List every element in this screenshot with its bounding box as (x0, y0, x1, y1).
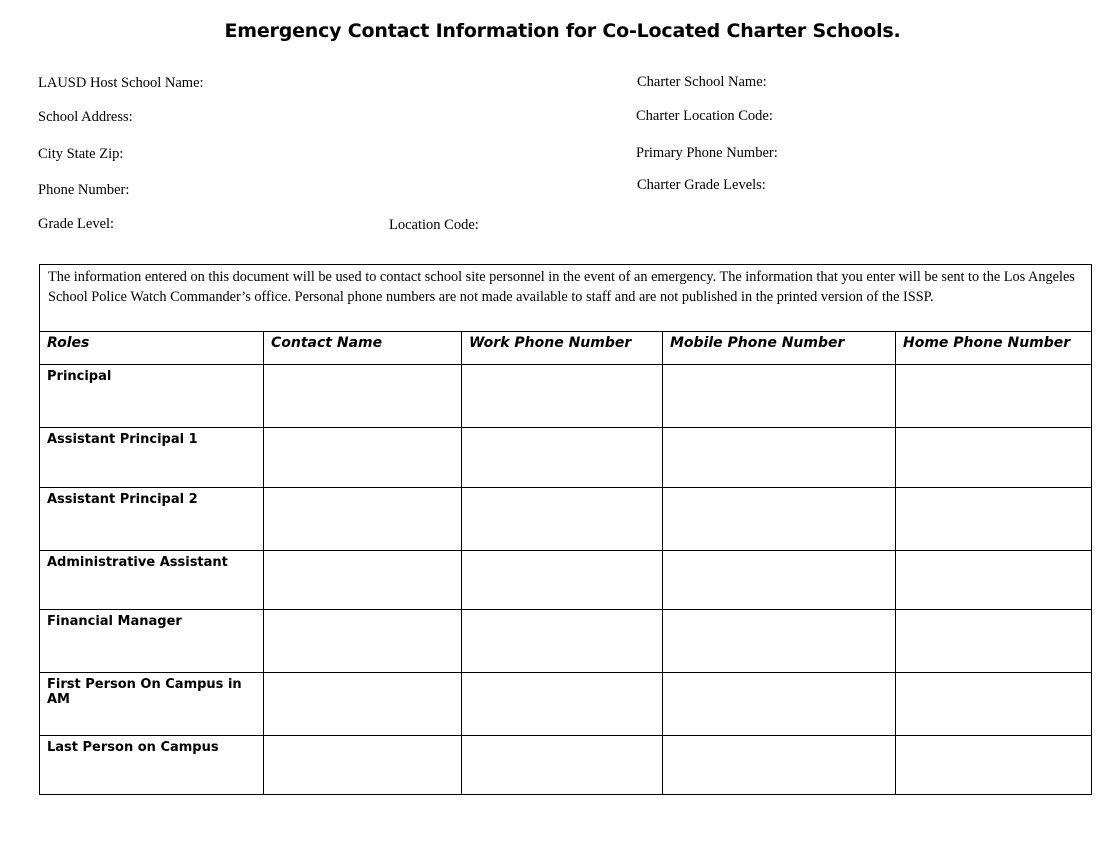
contact-name-cell[interactable] (264, 610, 462, 673)
home-phone-cell[interactable] (896, 673, 1092, 736)
table-row (40, 365, 1092, 428)
charter-location-code-label: Charter Location Code: (636, 108, 773, 124)
phone-number-label: Phone Number: (38, 182, 130, 198)
role-label: Assistant Principal 2 (40, 488, 264, 551)
primary-phone-label: Primary Phone Number: (636, 145, 778, 161)
header-mobile-phone: Mobile Phone Number (663, 332, 896, 365)
table-row (40, 673, 1092, 736)
home-phone-cell[interactable] (896, 428, 1092, 488)
home-phone-cell[interactable] (896, 610, 1092, 673)
role-label: Assistant Principal 1 (40, 428, 264, 488)
role-label: Last Person on Campus (40, 736, 264, 795)
header-contact-name: Contact Name (264, 332, 462, 365)
home-phone-cell[interactable] (896, 365, 1092, 428)
work-phone-cell[interactable] (462, 488, 663, 551)
contact-name-cell[interactable] (264, 428, 462, 488)
work-phone-cell[interactable] (462, 428, 663, 488)
home-phone-cell[interactable] (896, 488, 1092, 551)
table-header-row (40, 332, 1092, 365)
role-label: Principal (40, 365, 264, 428)
table-row (40, 428, 1092, 488)
location-code-label: Location Code: (389, 217, 479, 233)
header-work-phone: Work Phone Number (462, 332, 663, 365)
work-phone-cell[interactable] (462, 610, 663, 673)
header-roles: Roles (40, 332, 264, 365)
city-state-zip-label: City State Zip: (38, 146, 124, 162)
notice-text: The information entered on this document will be used to contact school site personnel in the event of an emergency. The information that you enter will be sent to the Los Angeles School Police Watch Commander’s office. Personal phone numbers are not made available to staff and are not published in the printed version of the ISSP. (40, 265, 1092, 332)
contact-name-cell[interactable] (264, 365, 462, 428)
mobile-phone-cell[interactable] (663, 610, 896, 673)
role-label: First Person On Campus in AM (40, 673, 264, 736)
charter-school-name-label: Charter School Name: (637, 74, 767, 90)
work-phone-cell[interactable] (462, 551, 663, 610)
grade-level-label: Grade Level: (38, 216, 115, 232)
work-phone-cell[interactable] (462, 365, 663, 428)
mobile-phone-cell[interactable] (663, 673, 896, 736)
work-phone-cell[interactable] (462, 673, 663, 736)
charter-grade-levels-label: Charter Grade Levels: (637, 177, 766, 193)
mobile-phone-cell[interactable] (663, 365, 896, 428)
table-row (40, 610, 1092, 673)
contact-name-cell[interactable] (264, 488, 462, 551)
mobile-phone-cell[interactable] (663, 488, 896, 551)
contact-name-cell[interactable] (264, 551, 462, 610)
header-home-phone: Home Phone Number (896, 332, 1092, 365)
mobile-phone-cell[interactable] (663, 551, 896, 610)
mobile-phone-cell[interactable] (663, 736, 896, 795)
contact-name-cell[interactable] (264, 736, 462, 795)
page-title: Emergency Contact Information for Co-Located Charter Schools. (224, 20, 901, 42)
role-label: Administrative Assistant (40, 551, 264, 610)
school-address-label: School Address: (38, 109, 133, 125)
table-row (40, 551, 1092, 610)
contact-name-cell[interactable] (264, 673, 462, 736)
home-phone-cell[interactable] (896, 736, 1092, 795)
table-row (40, 736, 1092, 795)
role-label: Financial Manager (40, 610, 264, 673)
emergency-contact-table (39, 264, 1092, 795)
mobile-phone-cell[interactable] (663, 428, 896, 488)
table-row (40, 488, 1092, 551)
work-phone-cell[interactable] (462, 736, 663, 795)
home-phone-cell[interactable] (896, 551, 1092, 610)
host-school-name-label: LAUSD Host School Name: (38, 75, 204, 91)
